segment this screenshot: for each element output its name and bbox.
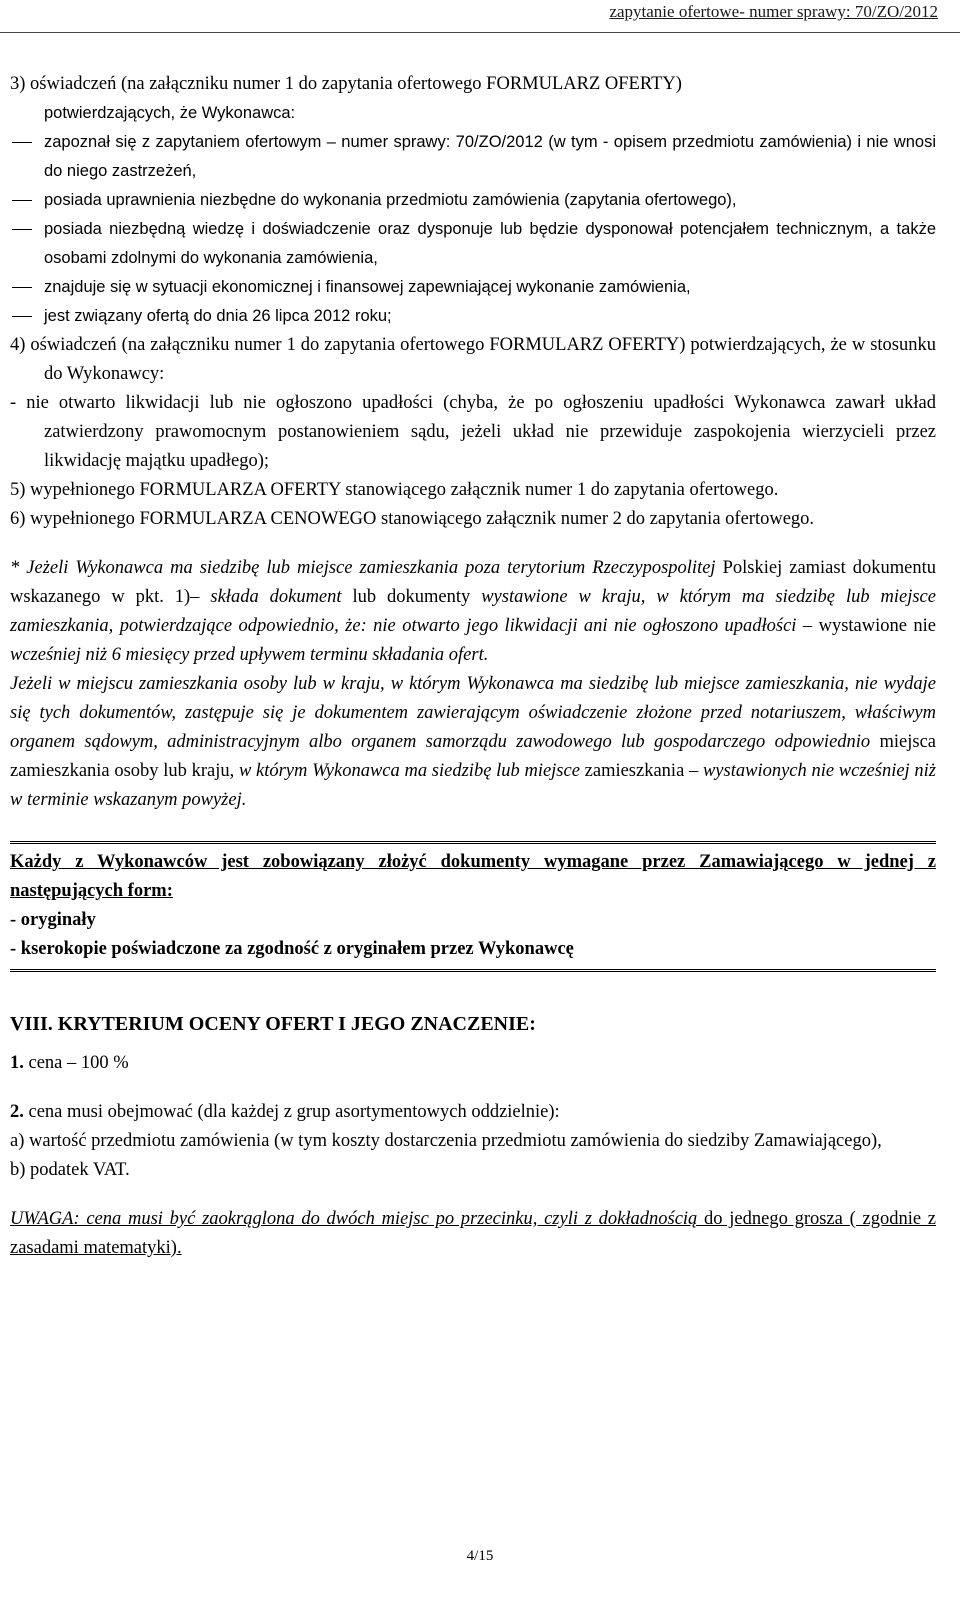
- footnote-part: wcześniej niż 6 miesięcy przed upływem terminu składania ofert.: [10, 645, 489, 665]
- criterion-text: cena – 100 %: [23, 1053, 129, 1073]
- footnote-part: Jeżeli w miejscu zamieszkania osoby lub w kraju, w którym Wykonawca ma siedzibę lub miejsce zamieszkania, nie wydaje się tych dokumentów, zastępuje się je dokumentem zawierającym oświadczenie złożone przed notariuszem, właściwym organem sądowym, administracyjnym albo organem samorządu zawodowego lub gospodarczego odpowiednio: [10, 674, 936, 752]
- notice-line: Każdy z Wykonawców jest zobowiązany złożyć dokumenty wymagane przez Zamawiającego w jednej z następujących form:: [10, 852, 936, 901]
- footnote-part: wystawionych nie wcześniej niż w terminie wskazanym powyżej.: [10, 761, 936, 810]
- footnote-part: składa dokument: [210, 587, 342, 607]
- footnote-foreign-contractor: [10, 554, 936, 670]
- criterion-2: [10, 1098, 936, 1127]
- footnote-part: lub dokumenty: [341, 587, 482, 607]
- item-3-intro-cont: potwierdzających, że Wykonawca:: [44, 104, 296, 122]
- running-header: zapytanie ofertowe- numer sprawy: 70/ZO/2012: [609, 2, 938, 21]
- notice-option-copies: - kserokopie poświadczone za zgodność z oryginałem przez Wykonawcę: [10, 939, 574, 959]
- item-6: 6) wypełnionego FORMULARZA CENOWEGO stanowiącego załącznik numer 2 do zapytania ofertowego.: [10, 509, 815, 529]
- criterion-number: 1.: [10, 1053, 24, 1073]
- footnote-part: Polskiej zamiast dokumentu wskazanego w pkt. 1)–: [10, 558, 936, 607]
- footnote-part: w którym Wykonawca ma siedzibę lub miejsce: [238, 761, 580, 781]
- criterion-1: [10, 1049, 936, 1078]
- item-3-bullet: znajduje się w sytuacji ekonomicznej i finansowej zapewniającej wykonanie zamówienia,: [10, 273, 936, 302]
- document-form-notice: [10, 841, 936, 972]
- item-3-bullet: zapoznał się z zapytaniem ofertowym – numer sprawy: 70/ZO/2012 (w tym - opisem przedmiotu zamówienia) i nie wnosi do niego zastrzeżeń,: [10, 128, 936, 186]
- footnote-part: miejsca zamieszkania osoby lub kraju,: [10, 732, 936, 781]
- footnote-part: wystawione w kraju, w którym ma siedzibę lub miejsce zamieszkania, potwierdzające odpowiednio, że: nie otwarto jego likwidacji ani nie ogłoszono upadłości: [10, 587, 936, 636]
- item-4-intro: 4) oświadczeń (na załączniku numer 1 do zapytania ofertowego FORMULARZ OFERTY) potwierdzających, że w stosunku do Wykonawcy:: [10, 335, 936, 384]
- footnote-part: – wystawione nie: [796, 616, 936, 636]
- criterion-2-a: a) wartość przedmiotu zamówienia (w tym koszty dostarczenia przedmiotu zamówienia do siedziby Zamawiającego),: [10, 1131, 882, 1151]
- criterion-text: cena musi obejmować (dla każdej z grup asortymentowych oddzielnie):: [23, 1102, 560, 1122]
- rounding-note-italic: UWAGA: cena musi być zaokrąglona do dwóch miejsc po przecinku, czyli z dokładnością: [10, 1209, 698, 1229]
- item-3-bullet: posiada niezbędną wiedzę i doświadczenie oraz dysponuje lub będzie dysponował potencjałem technicznym, a także osobami zdolnymi do wykonania zamówienia,: [10, 215, 936, 273]
- criterion-number: 2.: [10, 1102, 24, 1122]
- page-number: 4/15: [466, 1548, 494, 1564]
- item-3-bullet: jest związany ofertą do dnia 26 lipca 2012 roku;: [10, 302, 936, 331]
- footnote-notary-declaration: [10, 670, 936, 815]
- rounding-note-plain: do jednego grosza ( zgodnie z zasadami matematyki).: [10, 1209, 936, 1258]
- item-4-detail: - nie otwarto likwidacji lub nie ogłoszono upadłości (chyba, że po ogłoszeniu upadłości Wykonawca zawarł układ zatwierdzony prawomocnym postanowieniem sądu, jeżeli układ nie przewiduje zaspokojenia wierzycieli przez likwidację majątku upadłego);: [10, 393, 936, 471]
- rounding-note: [10, 1205, 936, 1263]
- footnote-part: * Jeżeli Wykonawca ma siedzibę lub miejsce zamieszkania poza terytorium Rzeczypospolitej: [10, 558, 716, 578]
- footnote-part: zamieszkania –: [579, 761, 703, 781]
- section-8-heading: VIII. KRYTERIUM OCENY OFERT I JEGO ZNACZENIE:: [10, 1013, 536, 1035]
- header-rule: [0, 32, 960, 33]
- page-content: [10, 70, 936, 1263]
- item-3-bullet: posiada uprawnienia niezbędne do wykonania przedmiotu zamówienia (zapytania ofertowego),: [10, 186, 936, 215]
- item-5: 5) wypełnionego FORMULARZA OFERTY stanowiącego załącznik numer 1 do zapytania ofertowego.: [10, 480, 779, 500]
- criterion-2-b: b) podatek VAT.: [10, 1160, 130, 1180]
- item-3-intro: 3) oświadczeń (na załączniku numer 1 do zapytania ofertowego FORMULARZ OFERTY): [10, 74, 682, 94]
- notice-option-originals: - oryginały: [10, 910, 96, 930]
